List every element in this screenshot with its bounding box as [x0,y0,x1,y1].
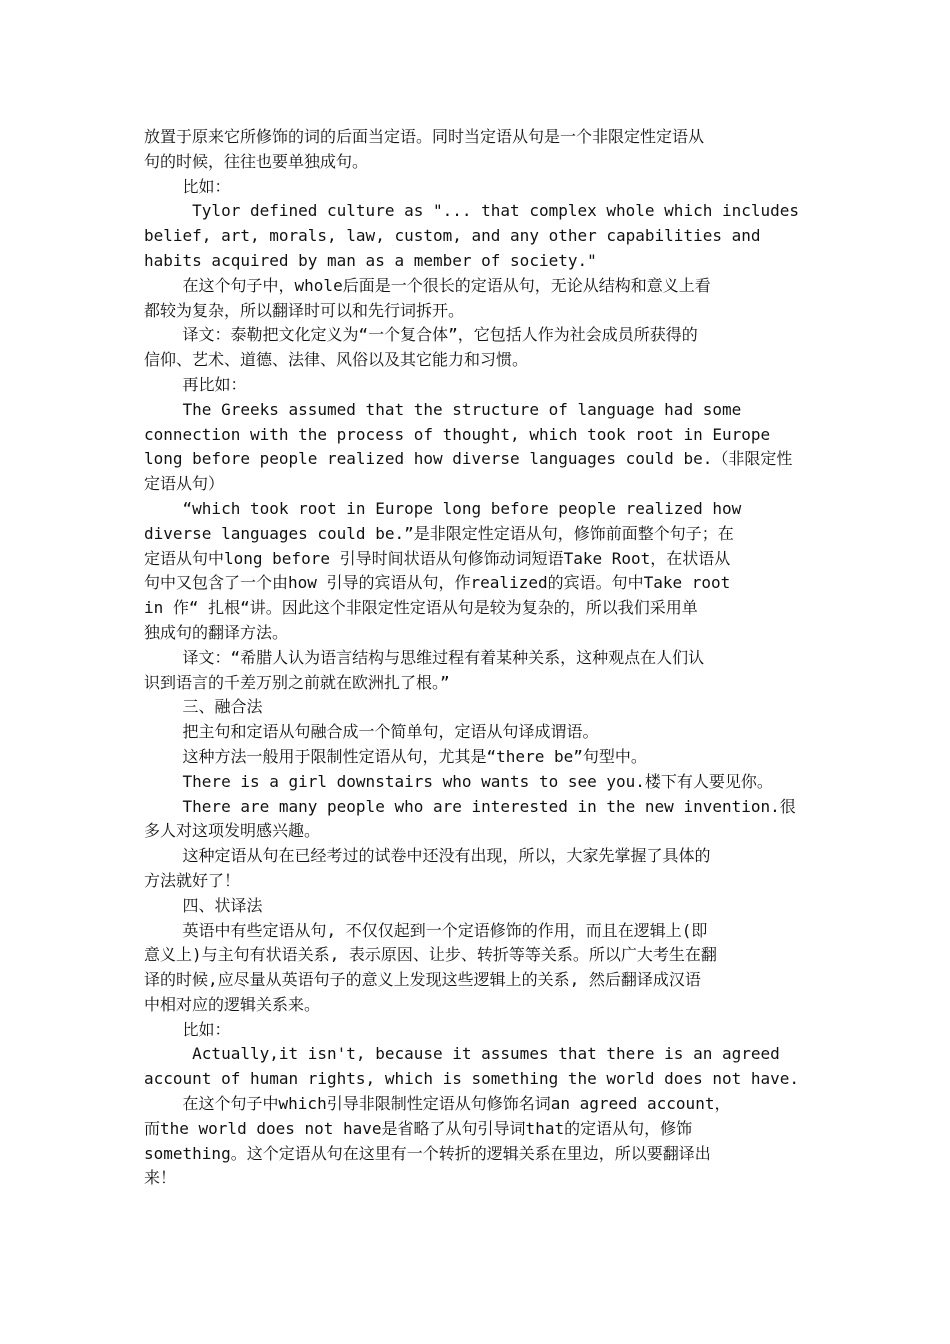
text-line: long before people realized how diverse languages could be.（非限定性 [144,449,793,469]
text-line: 中相对应的逻辑关系来。 [144,994,321,1014]
document-body [144,125,812,1191]
text-line: 把主句和定语从句融合成一个简单句，定语从句译成谓语。 [144,722,599,742]
text-line: 在这个句子中，whole后面是一个很长的定语从句，无论从结构和意义上看 [144,275,711,295]
text-line: Actually,it isn't, because it assumes that there is an agreed [144,1044,780,1064]
text-line: in 作“ 扎根“讲。因此这个非限定性定语从句是较为复杂的，所以我们采用单 [144,598,698,618]
section-heading: 四、状译法 [144,895,263,915]
text-line: 译文：“希腊人认为语言结构与思维过程有着某种关系，这种观点在人们认 [144,647,705,667]
text-line: 句的时候，往往也要单独成句。 [144,151,369,171]
text-line: 定语从句中long before 引导时间状语从句修饰动词短语Take Root，在状语从 [144,548,731,568]
text-line: 放置于原来它所修饰的词的后面当定语。同时当定语从句是一个非限定性定语从 [144,127,705,146]
text-line: 这种方法一般用于限制性定语从句，尤其是“there be”句型中。 [144,746,647,766]
text-line: 而the world does not have是省略了从句引导词that的定语从句，修饰 [144,1118,693,1138]
text-line: The Greeks assumed that the structure of language had some [144,399,742,419]
text-line: 在这个句子中which引导非限制性定语从句修饰名词an agreed account， [144,1094,731,1114]
text-line: 信仰、艺术、道德、法律、风俗以及其它能力和习惯。 [144,350,529,370]
text-line: Tylor defined culture as "... that complex whole which includes [144,201,800,221]
text-line: 这种定语从句在已经考过的试卷中还没有出现，所以，大家先掌握了具体的 [144,846,711,866]
text-line: 句中又包含了一个由how 引导的宾语从句，作realized的宾语。句中Take root [144,573,731,593]
text-line: diverse languages could be.”是非限定性定语从句，修饰前面整个句子；在 [144,523,734,543]
text-line: 英语中有些定语从句, 不仅仅起到一个定语修饰的作用，而且在逻辑上(即 [144,920,708,940]
text-line: “which took root in Europe long before people realized how [144,498,742,518]
text-line: something。这个定语从句在这里有一个转折的逻辑关系在里边，所以要翻译出 [144,1143,711,1163]
text-line: 多人对这项发明感兴趣。 [144,821,321,841]
text-line: 比如： [144,176,231,196]
text-line: habits acquired by man as a member of society." [144,250,597,270]
text-line: 意义上)与主句有状语关系, 表示原因、让步、转折等等关系。所以广大考生在翻 [144,945,717,965]
text-line: account of human rights, which is something the world does not have. [144,1069,800,1089]
text-line: There are many people who are interested in the new invention.很 [144,796,796,816]
text-line: 来！ [144,1168,177,1188]
text-line: 识到语言的千差万别之前就在欧洲扎了根。” [144,672,450,692]
text-line: There is a girl downstairs who wants to see you.楼下有人要见你。 [144,771,773,791]
text-line: belief, art, morals, law, custom, and any other capabilities and [144,226,761,246]
text-line: 译文：泰勒把文化定义为“一个复合体”，它包括人作为社会成员所获得的 [144,325,698,345]
text-line: 定语从句） [144,474,225,494]
text-line: 比如： [144,1019,231,1039]
section-heading: 三、融合法 [144,697,263,717]
text-line: 独成句的翻译方法。 [144,622,289,642]
text-line: 再比如： [144,374,247,394]
text-line: connection with the process of thought, which took root in Europe [144,424,771,444]
text-line: 方法就好了！ [144,870,241,890]
text-line: 都较为复杂，所以翻译时可以和先行词拆开。 [144,300,465,320]
text-line: 译的时候,应尽量从英语句子的意义上发现这些逻辑上的关系, 然后翻译成汉语 [144,970,701,990]
